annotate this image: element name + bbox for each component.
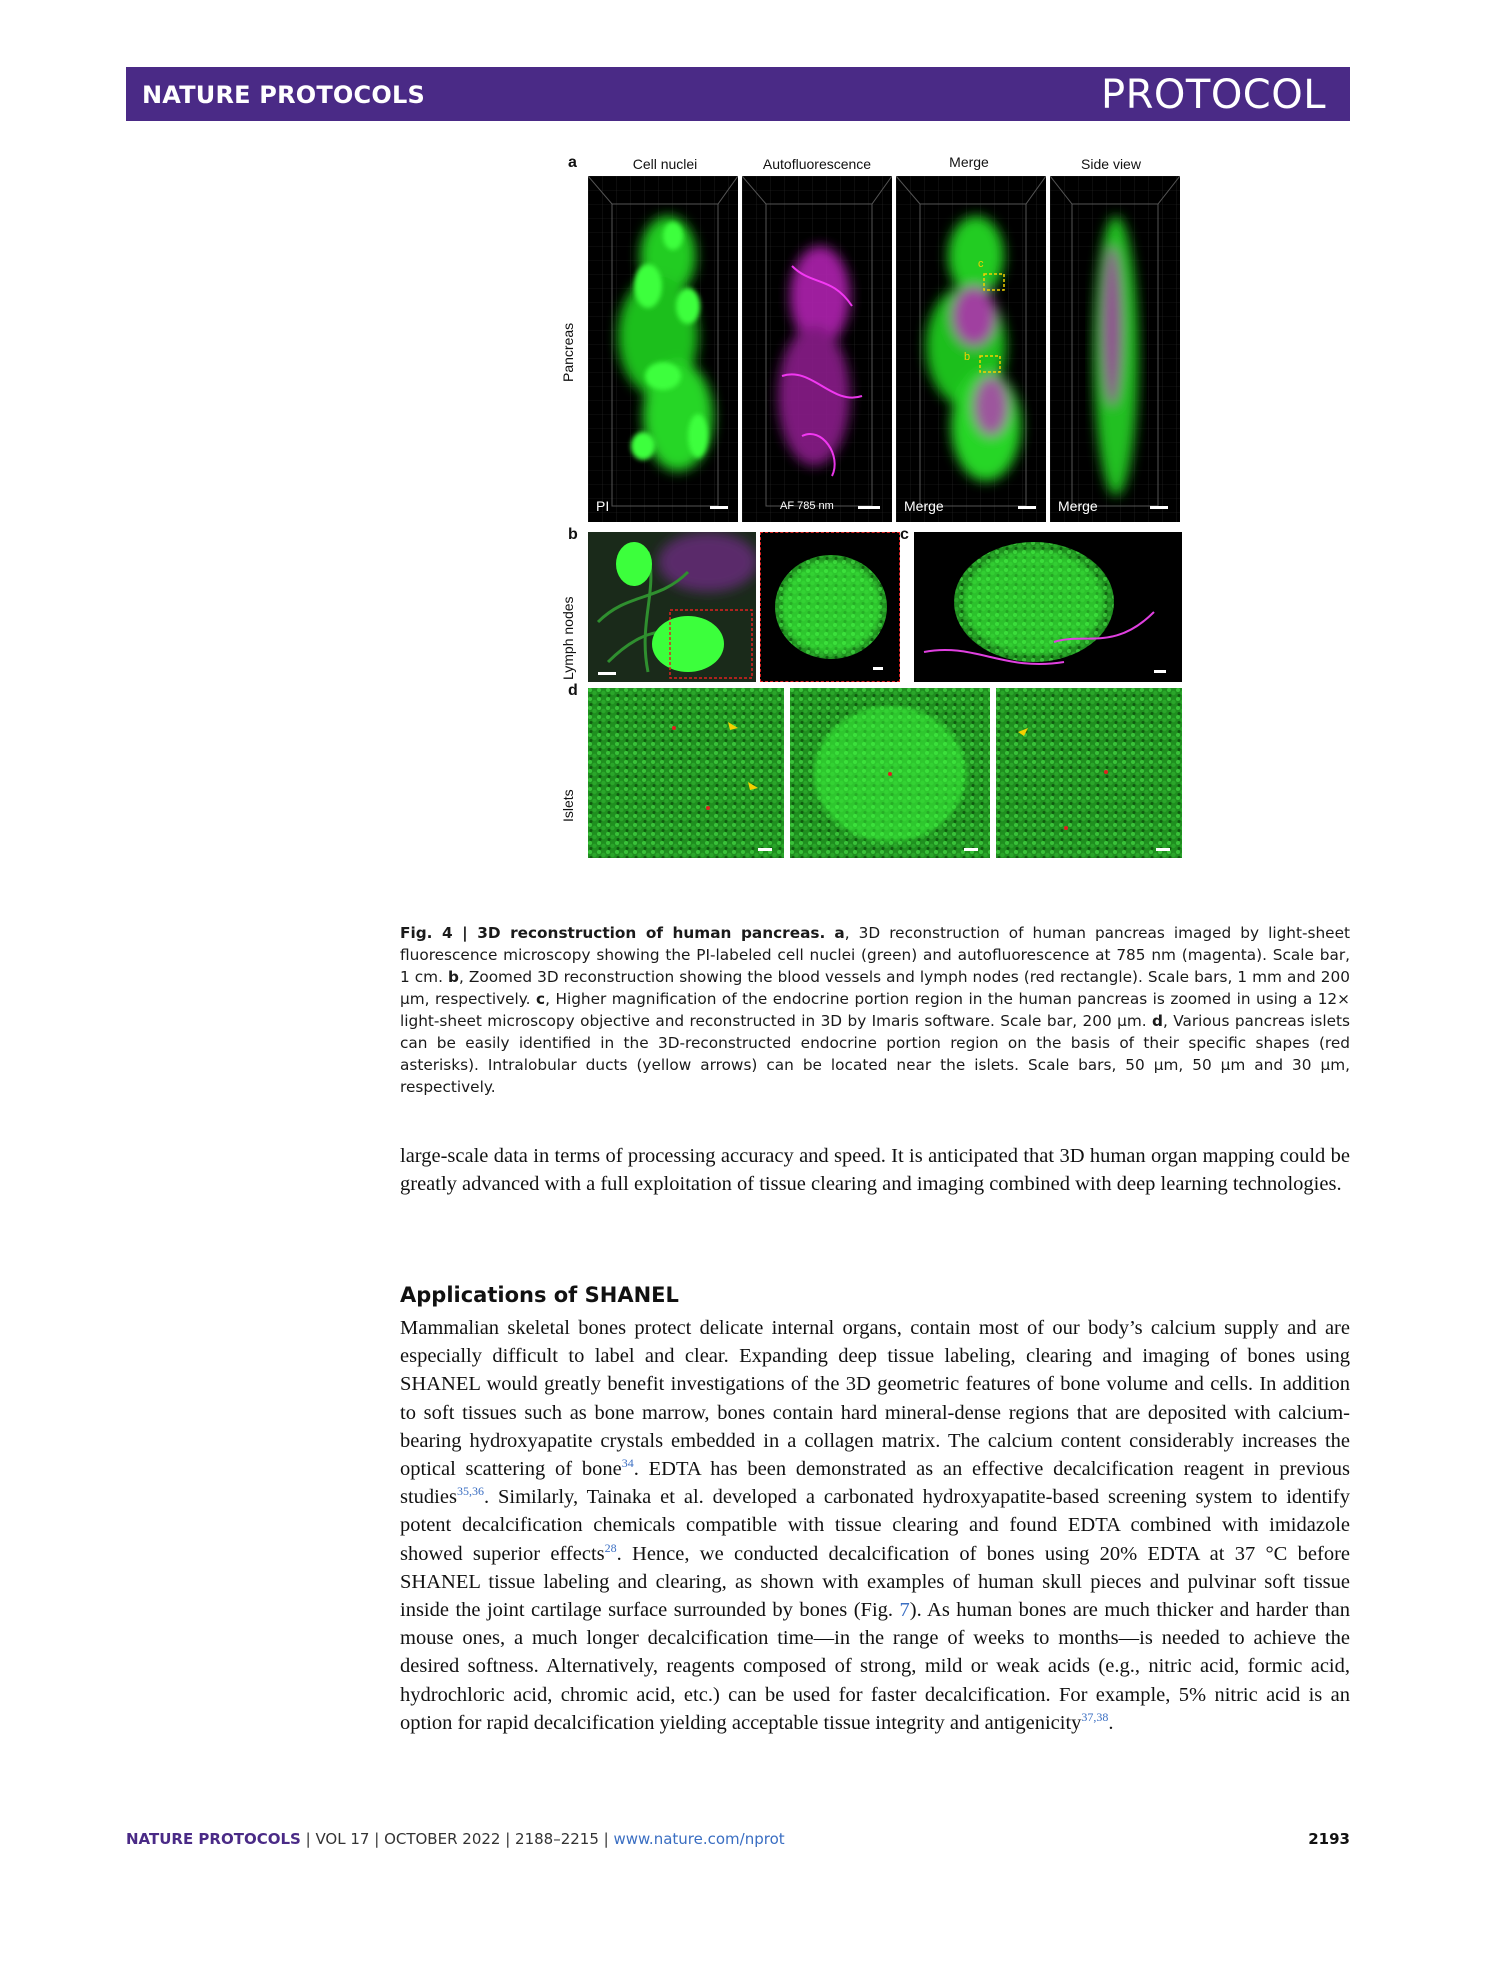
- header-banner: [126, 67, 1350, 121]
- panel-b-overview: [588, 532, 756, 682]
- panel-d-islet-1: [588, 688, 784, 858]
- label-merge: Merge: [904, 498, 944, 514]
- caption-d-text: , Various pancreas islets can be easily identified in the 3D-reconstructed endocrine portion region on the basis of their specific shapes (red asterisks). Intralobular ducts (yellow arrows) can be located near the islets. Scale bars, 50 μm, 50 μm and 30 μm, respectively.: [400, 1012, 1350, 1096]
- figure-4: [560, 150, 1200, 910]
- ref-37[interactable]: 37: [1081, 1710, 1094, 1725]
- caption-b-text: , Zoomed 3D reconstruction showing the blood vessels and lymph nodes (red rectangle). Scale bars, 1 mm and 200 μm, respectively.: [400, 968, 1350, 1008]
- ref-28[interactable]: 28: [604, 1540, 617, 1555]
- journal-name: NATURE PROTOCOLS: [142, 81, 425, 109]
- panel-a-letter: a: [568, 154, 577, 171]
- row-label-lymph-nodes: Lymph nodes: [560, 596, 576, 680]
- row-label-islets: Islets: [560, 789, 576, 822]
- caption-a-letter: a: [834, 924, 845, 942]
- lymph-overview-render: [588, 532, 756, 682]
- figure-caption: [400, 922, 1350, 1098]
- footer-sep-4: |: [598, 1830, 614, 1848]
- caption-c-text: , Higher magnification of the endocrine portion region in the human pancreas is zoomed in using a 12× light-sheet microscopy objective and reconstructed in 3D by Imaris software. Scale bar, 200 μm.: [400, 990, 1350, 1030]
- label-pi: PI: [596, 498, 610, 514]
- p2-end: .: [1108, 1711, 1114, 1734]
- pancreas-merge-render: [896, 176, 1046, 522]
- pancreas-pi-render: [588, 176, 738, 522]
- caption-fig-label: Fig. 4 | 3D reconstruction of human pancreas.: [400, 924, 826, 942]
- panel-d-islet-2: [790, 688, 990, 858]
- panel-a-cell-nuclei: [588, 176, 738, 522]
- caption-a-text: , 3D reconstruction of human pancreas imaged by light-sheet fluorescence microscopy showing the PI-labeled cell nuclei (green) and autofluorescence at 785 nm (magenta). Scale bar, 1 cm.: [400, 924, 1351, 986]
- p2-s5: ). As human bones are much thicker and harder than mouse ones, a much longer decalcification time—in the range of weeks to months—is needed to achieve the desired softness. Alternatively, reagents composed of strong, mild or weak acids (e.g., nitric acid, formic acid, hydrochloric acid, chromic acid, etc.) can be used for faster decalcification. For example, 5% nitric acid is an option for rapid decalcification yielding acceptable tissue integrity and antigenicity: [400, 1599, 1350, 1734]
- p2-s4: . Hence, we conducted decalcification of bones using 20% EDTA at 37 °C before SHANEL tissue labeling and clearing, as shown with examples of human skull pieces and pulvinar soft tissue inside the joint cartilage surface surrounded by bones (Fig.: [400, 1542, 1350, 1622]
- row-label-pancreas: Pancreas: [560, 322, 576, 382]
- footer-url[interactable]: www.nature.com/nprot: [613, 1830, 785, 1848]
- p2-s3: . Similarly, Tainaka et al. developed a carbonated hydroxyapatite-based screening system to identify potent decalcification chemicals compatible with tissue clearing and found EDTA combined with imidazole showed superior effects: [400, 1486, 1350, 1565]
- ref-38[interactable]: 38: [1096, 1710, 1109, 1725]
- caption-b-letter: b: [448, 968, 459, 986]
- footer-sep-1: |: [300, 1830, 316, 1848]
- panel-c-endocrine: [914, 532, 1182, 682]
- ref-34[interactable]: 34: [621, 1456, 634, 1471]
- p2-s2: . EDTA has been demonstrated as an effective decalcification reagent in previous studies: [400, 1458, 1350, 1509]
- ref-36[interactable]: 36: [471, 1484, 484, 1499]
- panel-a-merge: [896, 176, 1046, 522]
- footer-sep-3: |: [500, 1830, 516, 1848]
- panel-d-letter: d: [568, 682, 578, 699]
- footer-volume: VOL 17: [315, 1830, 370, 1848]
- panel-c-letter: c: [900, 526, 909, 543]
- islet-3-render: [996, 688, 1182, 858]
- fig-7-link[interactable]: 7: [899, 1599, 910, 1622]
- footer-sep-2: |: [369, 1830, 385, 1848]
- caption-d-letter: d: [1152, 1012, 1163, 1030]
- caption-c-letter: c: [536, 990, 546, 1008]
- panel-d-islet-3: [996, 688, 1182, 858]
- col-title-autofluorescence: Autofluorescence: [762, 156, 872, 172]
- p2-s1: Mammalian skeletal bones protect delicate internal organs, contain most of our body’s calcium supply and are especially difficult to label and clear. Expanding deep tissue labeling, clearing and imaging of bones using SHANEL would greatly benefit investigations of the 3D geometric features of bone volume and cells. In addition to soft tissues such as bone marrow, bones contain hard mineral-dense regions that are deposited with calcium-bearing hydroxyapatite crystals embedded in a collagen matrix. The calcium content considerably increases the optical scattering of bone: [400, 1317, 1350, 1481]
- lymph-zoom-render: [761, 533, 898, 680]
- section-heading: Applications of SHANEL: [400, 1283, 679, 1307]
- label-merge-side: Merge: [1058, 498, 1098, 514]
- pancreas-side-render: [1050, 176, 1180, 522]
- roi-b-label: b: [964, 351, 971, 363]
- islet-1-render: [588, 688, 784, 858]
- body-paragraph-1: large-scale data in terms of processing accuracy and speed. It is anticipated that 3D human organ mapping could be greatly advanced with a full exploitation of tissue clearing and imaging combined with deep learning technologies.: [400, 1145, 1350, 1196]
- panel-b-zoom: [760, 532, 900, 682]
- footer-pages: 2188–2215: [515, 1830, 599, 1848]
- col-title-side-view: Side view: [1081, 156, 1141, 172]
- col-title-merge: Merge: [949, 154, 989, 170]
- endocrine-render: [914, 532, 1182, 682]
- ref-sep-1: ,: [468, 1484, 472, 1499]
- article-type: PROTOCOL: [1100, 72, 1326, 118]
- col-title-cell-nuclei: Cell nuclei: [632, 156, 698, 172]
- footer-date: OCTOBER 2022: [384, 1830, 501, 1848]
- panel-a-autofluorescence: [742, 176, 892, 522]
- footer-journal: NATURE PROTOCOLS: [126, 1830, 301, 1848]
- label-af-785: AF 785 nm: [780, 500, 834, 512]
- body-paragraph-2: [400, 1314, 1350, 1737]
- roi-c-label: c: [978, 258, 984, 270]
- page-number: 2193: [1308, 1830, 1350, 1848]
- page-footer: [126, 1830, 1350, 1848]
- pancreas-af-render: [742, 176, 892, 522]
- islet-2-render: [790, 688, 990, 858]
- panel-b-letter: b: [568, 526, 578, 543]
- ref-35[interactable]: 35: [456, 1484, 469, 1499]
- panel-a-side-view: [1050, 176, 1180, 522]
- ref-sep-2: ,: [1093, 1710, 1097, 1725]
